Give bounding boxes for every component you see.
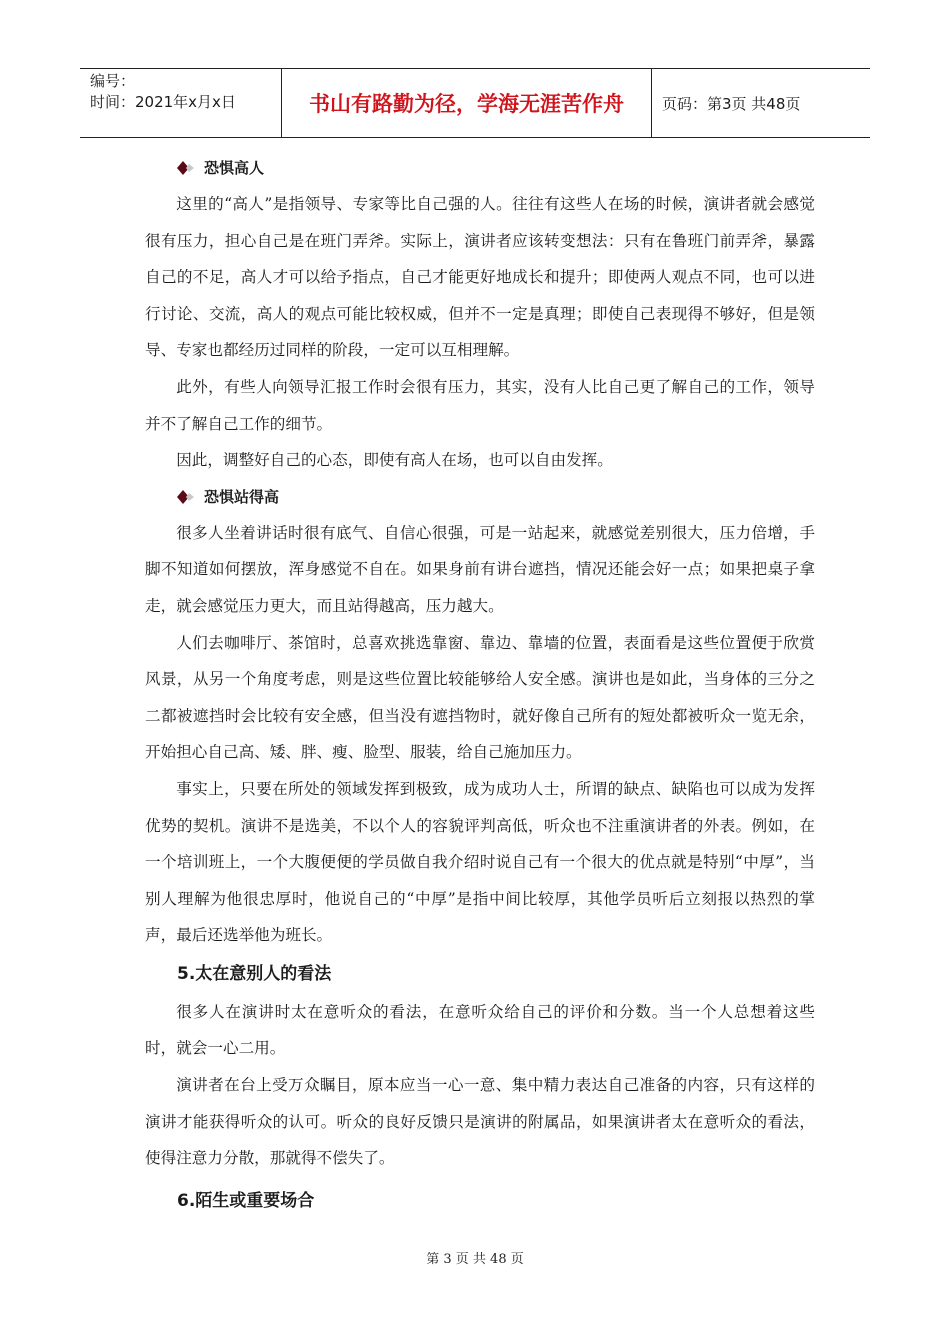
subheading-fear-superiors (145, 150, 815, 186)
header-motto: 书山有路勤为径，学海无涯苦作舟 (282, 69, 652, 137)
document-number-label: 编号： (90, 72, 136, 90)
paragraph: 这里的“高人”是指领导、专家等比自己强的人。往往有这些人在场的时候，演讲者就会感觉很有压力，担心自己是在班门弄斧。实际上，演讲者应该转变想法：只有在鲁班门前弄斧，暴露自己的不足，高人才可以给予指点，自己才能更好地成长和提升；即使两人观点不同，也可以进行讨论、交流，高人的观点可能比较权威，但并不一定是真理；即使自己表现得不够好，但是领导、专家也都经历过同样的阶段，一定可以互相理解。 (145, 195, 815, 360)
header-meta (80, 69, 282, 137)
header-page-info: 页码：第3页 共48页 (662, 94, 801, 113)
subheading-fear-standing-high (145, 479, 815, 515)
subheading-label: 恐惧站得高 (204, 487, 280, 506)
page-header (80, 68, 870, 138)
document-date: 时间：2021年x月x日 (90, 93, 236, 111)
section-heading-6: 6.陌生或重要场合 (177, 1190, 315, 1211)
paragraph: 因此，调整好自己的心态，即使有高人在场，也可以自由发挥。 (176, 451, 613, 470)
section-heading-5: 5.太在意别人的看法 (177, 963, 332, 984)
page-footer: 第 3 页 共 48 页 (426, 1252, 524, 1267)
paragraph: 演讲者在台上受万众瞩目，原本应当一心一意、集中精力表达自己准备的内容，只有这样的演讲才能获得听众的认可。听众的良好反馈只是演讲的附属品，如果演讲者太在意听众的看法，使得注意力分散，那就得不偿失了。 (145, 1076, 815, 1168)
paragraph: 人们去咖啡厅、茶馆时，总喜欢挑选靠窗、靠边、靠墙的位置，表面看是这些位置便于欣赏风景，从另一个角度考虑，则是这些位置比较能够给人安全感。演讲也是如此，当身体的三分之二都被遮挡时会比较有安全感，但当没有遮挡物时，就好像自己所有的短处都被听众一览无余，开始担心自己高、矮、胖、瘦、脸型、服装，给自己施加压力。 (145, 633, 815, 762)
paragraph: 事实上，只要在所处的领域发挥到极致，成为成功人士，所谓的缺点、缺陷也可以成为发挥优势的契机。演讲不是选美，不以个人的容貌评判高低，听众也不注重演讲者的外表。例如，在一个培训班上，一个大腹便便的学员做自我介绍时说自己有一个很大的优点就是特别“中厚”，当别人理解为他很忠厚时，他说自己的“中厚”是指中间比较厚，其他学员听后立刻报以热烈的掌声，最后还选举他为班长。 (145, 779, 815, 945)
subheading-label: 恐惧高人 (204, 159, 265, 177)
document-body (145, 150, 815, 1221)
diamond-bullet-icon (177, 490, 197, 504)
paragraph: 很多人在演讲时太在意听众的看法，在意听众给自己的评价和分数。当一个人总想着这些时，就会一心二用。 (145, 1002, 815, 1058)
diamond-bullet-icon (177, 161, 197, 175)
paragraph: 很多人坐着讲话时很有底气、自信心很强，可是一站起来，就感觉差别很大，压力倍增，手脚不知道如何摆放，浑身感觉不自在。如果身前有讲台遮挡，情况还能会好一点；如果把桌子拿走，就会感觉压力更大，而且站得越高，压力越大。 (145, 523, 815, 615)
paragraph: 此外，有些人向领导汇报工作时会很有压力，其实，没有人比自己更了解自己的工作，领导并不了解自己工作的细节。 (145, 377, 815, 433)
